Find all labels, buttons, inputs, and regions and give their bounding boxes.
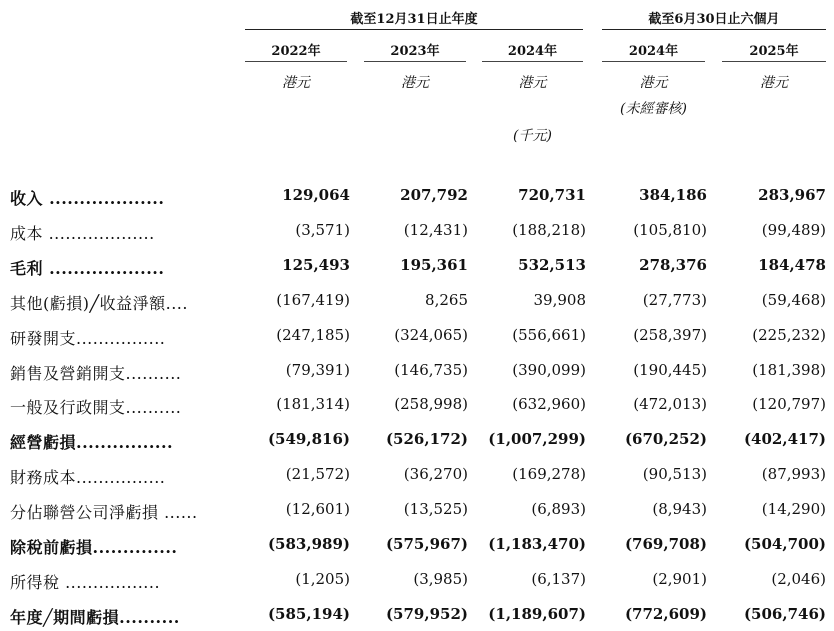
table-row xyxy=(0,605,834,631)
header-year-2025-h1: 2025年 xyxy=(749,44,799,59)
row-value: (769,708) xyxy=(624,535,707,553)
header-group-year-end: 截至12月31日止年度 xyxy=(350,12,478,27)
row-label: 年度╱期間虧損.......... xyxy=(10,607,180,627)
row-value: (549,816) xyxy=(267,430,350,449)
row-value: (2,046) xyxy=(771,569,826,588)
row-value: (120,797) xyxy=(752,395,826,414)
row-value: 129,064 xyxy=(282,186,350,204)
row-value: (2,901) xyxy=(652,569,707,588)
row-value: 195,361 xyxy=(400,255,468,274)
row-value: 125,493 xyxy=(282,255,350,274)
row-value: (556,661) xyxy=(512,325,586,344)
unit-label: 港元 xyxy=(639,75,668,91)
table-row xyxy=(0,221,834,247)
row-value: (169,278) xyxy=(512,465,586,484)
table-row xyxy=(0,326,834,352)
row-value: (579,952) xyxy=(385,604,468,623)
row-value: (167,419) xyxy=(276,290,350,309)
row-label: 分佔聯營公司淨虧損 ...... xyxy=(10,503,198,523)
row-value: (402,417) xyxy=(743,430,826,449)
row-value: (79,391) xyxy=(285,360,350,379)
row-value: (1,189,607) xyxy=(488,604,586,623)
row-value: (390,099) xyxy=(512,360,586,379)
unit-label: 港元 xyxy=(518,75,547,91)
row-value: (27,773) xyxy=(642,290,707,309)
row-value: (1,205) xyxy=(295,569,350,588)
row-value: (772,609) xyxy=(624,604,707,623)
row-value: 532,513 xyxy=(518,255,586,274)
table-row xyxy=(0,361,834,387)
row-value: (258,397) xyxy=(633,325,707,344)
row-value: (181,398) xyxy=(752,360,826,379)
year-rule-1 xyxy=(364,61,466,62)
table-row xyxy=(0,291,834,317)
header-year-2022: 2022年 xyxy=(271,44,321,59)
row-value: (258,998) xyxy=(394,395,468,414)
table-row xyxy=(0,500,834,526)
row-value: (99,489) xyxy=(761,220,826,239)
row-label: 一般及行政開支.......... xyxy=(10,398,182,418)
row-value: (14,290) xyxy=(761,500,826,519)
row-value: 384,186 xyxy=(639,186,707,204)
row-value: (526,172) xyxy=(385,430,468,449)
table-row xyxy=(0,465,834,491)
unit-label: 港元 xyxy=(282,75,310,91)
row-value: (472,013) xyxy=(633,395,707,414)
table-row xyxy=(0,535,834,561)
row-value: (585,194) xyxy=(267,604,350,623)
row-value: (87,993) xyxy=(761,465,826,484)
row-value: 207,792 xyxy=(400,186,468,204)
row-value: (181,314) xyxy=(276,395,350,414)
row-value: (6,893) xyxy=(531,500,586,519)
row-label: 收入 ................... xyxy=(10,189,165,208)
header-year-2023: 2023年 xyxy=(390,44,440,59)
unaudited-note: (未經審核) xyxy=(620,101,687,117)
row-label: 毛利 ................... xyxy=(10,258,165,278)
row-value: (12,601) xyxy=(285,500,350,519)
year-rule-4 xyxy=(722,61,826,62)
year-rule-3 xyxy=(602,61,705,62)
row-value: (8,943) xyxy=(652,500,707,519)
row-value: (583,989) xyxy=(267,535,350,553)
row-label: 成本 ................... xyxy=(10,223,155,243)
row-value: (12,431) xyxy=(403,220,468,239)
row-label: 所得稅 ................. xyxy=(10,572,161,592)
row-value: (324,065) xyxy=(394,325,468,344)
row-value: (670,252) xyxy=(624,430,707,449)
row-value: (59,468) xyxy=(761,290,826,309)
table-row xyxy=(0,186,834,212)
row-value: (575,967) xyxy=(385,535,468,553)
unit-label: 港元 xyxy=(760,75,788,91)
row-label: 經營虧損................ xyxy=(10,433,174,453)
row-value: 39,908 xyxy=(533,290,586,309)
row-value: (21,572) xyxy=(285,465,350,484)
row-value: (1,007,299) xyxy=(488,430,586,449)
row-value: 278,376 xyxy=(639,255,707,274)
row-value: (146,735) xyxy=(394,360,468,379)
row-label: 銷售及營銷開支.......... xyxy=(10,363,182,383)
row-value: (190,445) xyxy=(633,360,707,379)
row-value: 8,265 xyxy=(425,290,468,309)
row-value: (247,185) xyxy=(276,325,350,344)
row-value: (105,810) xyxy=(633,220,707,239)
table-row xyxy=(0,430,834,456)
row-value: (1,183,470) xyxy=(488,535,586,553)
table-row xyxy=(0,570,834,596)
row-label: 財務成本................ xyxy=(10,468,166,488)
row-value: (188,218) xyxy=(512,220,586,239)
row-value: (90,513) xyxy=(642,465,707,484)
header-group-six-months: 截至6月30日止六個月 xyxy=(648,12,780,27)
row-value: (225,232) xyxy=(752,325,826,344)
row-value: 184,478 xyxy=(758,255,826,274)
header-year-2024-h1: 2024年 xyxy=(628,44,679,59)
table-row xyxy=(0,256,834,282)
header-group-six-months-rule xyxy=(602,29,826,30)
thousands-note: (千元) xyxy=(513,128,552,144)
row-value: (13,525) xyxy=(403,500,468,519)
row-value: (506,746) xyxy=(743,604,826,623)
row-label: 其他(虧損)╱收益淨額.... xyxy=(10,293,188,313)
row-value: (6,137) xyxy=(531,569,586,588)
row-label: 研發開支................ xyxy=(10,328,166,348)
row-value: (632,960) xyxy=(512,395,586,414)
year-rule-0 xyxy=(245,61,347,62)
row-value: 283,967 xyxy=(758,186,826,204)
unit-label: 港元 xyxy=(401,75,429,91)
row-value: 720,731 xyxy=(518,186,586,204)
year-rule-2 xyxy=(482,61,583,62)
row-value: (504,700) xyxy=(743,535,826,553)
header-group-year-end-rule xyxy=(245,29,583,30)
row-value: (36,270) xyxy=(403,465,468,484)
row-label: 除稅前虧損.............. xyxy=(10,538,178,557)
row-value: (3,571) xyxy=(295,220,350,239)
table-row xyxy=(0,395,834,421)
row-value: (3,985) xyxy=(413,569,468,588)
header-year-2024: 2024年 xyxy=(507,44,558,59)
